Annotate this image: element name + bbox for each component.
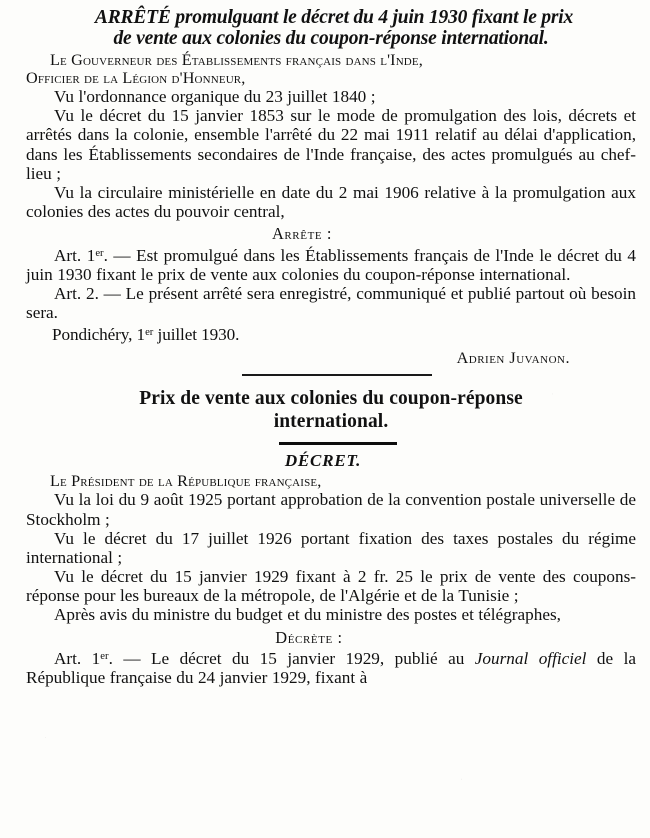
decret-caption: DÉCRET.	[284, 451, 362, 471]
article-2-dash: . —	[94, 284, 121, 304]
president-authority-line: Le Président de la République française,	[50, 472, 322, 491]
divider-rule-lower-wrap	[26, 433, 636, 449]
decree-article-1-text-after: de la République française du 24 janvier 1929, fixant à	[26, 649, 636, 688]
article-2-text: Le présent arrêté sera enregistré, communiqué et publié partout où besoin sera.	[26, 284, 636, 323]
article-2-number: Art. 2	[54, 284, 95, 304]
recital-3: Vu la circulaire ministérielle en date du 2 mai 1906 relative à la promulgation aux colonies des actes du pouvoir central,	[26, 182, 636, 222]
article-2	[26, 284, 636, 322]
section-title-line-2: international.	[273, 410, 389, 432]
decree-recital-4: Après avis du ministre du budget et du ministre des postes et télégraphes,	[54, 605, 561, 625]
dateline-ordinal: er	[145, 326, 154, 338]
enacting-heading-arrete: Arrête :	[271, 224, 333, 244]
article-1	[26, 246, 636, 284]
recital-2: Vu le décret du 15 janvier 1853 sur le mode de promulgation des lois, décrets et arrêtés dans la colonie, ensemble l'arrêté du 22 mai 1911 relatif au délai d'application, dans les Établissements secondaires de l'Inde française, des actes promulgués au chef-lieu ;	[26, 106, 636, 183]
divider-rule-upper	[242, 374, 432, 376]
article-1-text: Est promulgué dans les Établissements français de l'Inde le décret du 4 juin 1930 fixant le prix de vente aux colonies du coupon-réponse international.	[26, 245, 636, 285]
decree-recital-3: Vu le décret du 15 janvier 1929 fixant à 2 fr. 25 le prix de vente des coupons-réponse pour les bureaux de la métropole, de l'Algérie et de la Tunisie ;	[26, 567, 636, 606]
enacting-heading-decrete: Décrète :	[275, 627, 343, 647]
decree-article-1	[26, 649, 636, 687]
article-1-dash: . —	[103, 245, 131, 265]
divider-rule-upper-wrap	[26, 366, 636, 382]
article-1-ordinal: er	[95, 247, 104, 259]
authority-line-1: Le Gouverneur des Établissements français dans l'Inde,	[50, 50, 423, 69]
decree-article-1-ordinal: er	[100, 651, 109, 663]
document-title-line-1: ARRÊTÉ promulguant le décret du 4 juin 1930 fixant le prix	[94, 7, 574, 28]
dateline	[26, 325, 636, 344]
signature: Adrien Juvanon.	[456, 348, 570, 367]
decree-article-1-dash: . —	[108, 649, 141, 669]
recital-1: Vu l'ordonnance organique du 23 juillet 1840 ;	[54, 87, 376, 106]
decree-article-1-number: Art. 1	[54, 649, 101, 669]
journal-officiel-italic: Journal officiel	[474, 649, 587, 669]
section-title	[26, 388, 636, 433]
document-title-line-2: de vente aux colonies du coupon-réponse international.	[113, 27, 549, 49]
decree-recital-1: Vu la loi du 9 août 1925 portant approbation de la convention postale universelle de Stockholm ;	[26, 490, 636, 529]
article-1-number: Art. 1	[54, 245, 96, 265]
dateline-rest: juillet 1930.	[153, 324, 240, 344]
document-text-column	[26, 8, 636, 688]
document-title	[26, 8, 636, 50]
authority-line-2: Officier de la Légion d'Honneur,	[26, 68, 246, 87]
decree-article-1-text-before: Le décret du 15 janvier 1929, publié au	[150, 649, 475, 669]
decree-recital-2: Vu le décret du 17 juillet 1926 portant fixation des taxes postales du régime international ;	[26, 528, 636, 567]
divider-rule-lower	[279, 442, 397, 445]
dateline-place: Pondichéry, 1	[52, 324, 146, 344]
section-title-line-1: Prix de vente aux colonies du coupon-réponse	[139, 388, 523, 410]
